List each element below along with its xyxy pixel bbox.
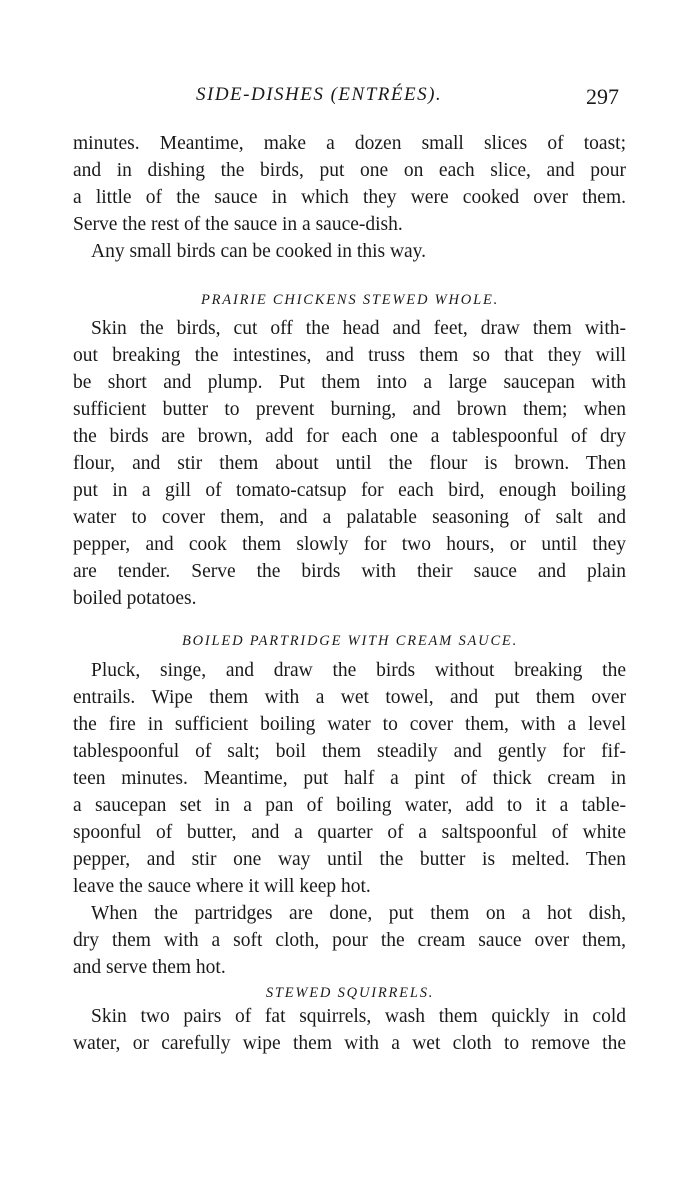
text-line: minutes. Meantime, make a dozen small slices of toast;	[73, 133, 626, 154]
text-line: tablespoonful of salt; boil them steadily and gently for fif-	[73, 741, 626, 762]
text-line: are tender. Serve the birds with their sauce and plain	[73, 561, 626, 582]
text-line: put in a gill of tomato-catsup for each bird, enough boiling	[73, 480, 626, 501]
text-line: out breaking the intestines, and truss them so that they will	[73, 345, 626, 366]
text-line: water, or carefully wipe them with a wet cloth to remove the	[73, 1033, 626, 1054]
running-title: SIDE-DISHES (ENTRÉES).	[196, 84, 443, 105]
text-line: teen minutes. Meantime, put half a pint of thick cream in	[73, 768, 626, 789]
recipe-heading: STEWED SQUIRRELS.	[265, 985, 435, 1001]
text-line: When the partridges are done, put them on a hot dish,	[91, 903, 626, 924]
text-line: pepper, and stir one way until the butter is melted. Then	[73, 849, 626, 870]
text-line: dry them with a soft cloth, pour the cream sauce over them,	[73, 930, 626, 951]
text-line: and in dishing the birds, put one on each slice, and pour	[73, 160, 626, 181]
text-line: boiled potatoes.	[73, 588, 197, 609]
recipe-heading: BOILED PARTRIDGE WITH CREAM SAUCE.	[182, 633, 518, 649]
text-line: leave the sauce where it will keep hot.	[73, 876, 371, 897]
recipe-heading: PRAIRIE CHICKENS STEWED WHOLE.	[200, 292, 500, 308]
page-number: 297	[586, 84, 619, 109]
running-header	[0, 84, 700, 114]
text-line: entrails. Wipe them with a wet towel, and put them over	[73, 687, 626, 708]
text-line: and serve them hot.	[73, 957, 226, 978]
text-line: Serve the rest of the sauce in a sauce-dish.	[73, 214, 403, 235]
text-line: be short and plump. Put them into a large saucepan with	[73, 372, 626, 393]
text-line: flour, and stir them about until the flour is brown. Then	[73, 453, 626, 474]
text-line: a saucepan set in a pan of boiling water, add to it a table-	[73, 795, 626, 816]
text-line: a little of the sauce in which they were cooked over them.	[73, 187, 626, 208]
text-line: water to cover them, and a palatable seasoning of salt and	[73, 507, 626, 528]
text-line: Skin the birds, cut off the head and feet, draw them with-	[91, 318, 626, 339]
text-line: Skin two pairs of fat squirrels, wash them quickly in cold	[91, 1006, 626, 1027]
text-line: Pluck, singe, and draw the birds without breaking the	[91, 660, 626, 681]
text-line: the birds are brown, add for each one a tablespoonful of dry	[73, 426, 626, 447]
text-line: the fire in sufficient boiling water to cover them, with a level	[73, 714, 626, 735]
text-line: Any small birds can be cooked in this way.	[91, 241, 427, 262]
text-line: sufficient butter to prevent burning, and brown them; when	[73, 399, 626, 420]
text-line: spoonful of butter, and a quarter of a saltspoonful of white	[73, 822, 626, 843]
text-line: pepper, and cook them slowly for two hours, or until they	[73, 534, 626, 555]
